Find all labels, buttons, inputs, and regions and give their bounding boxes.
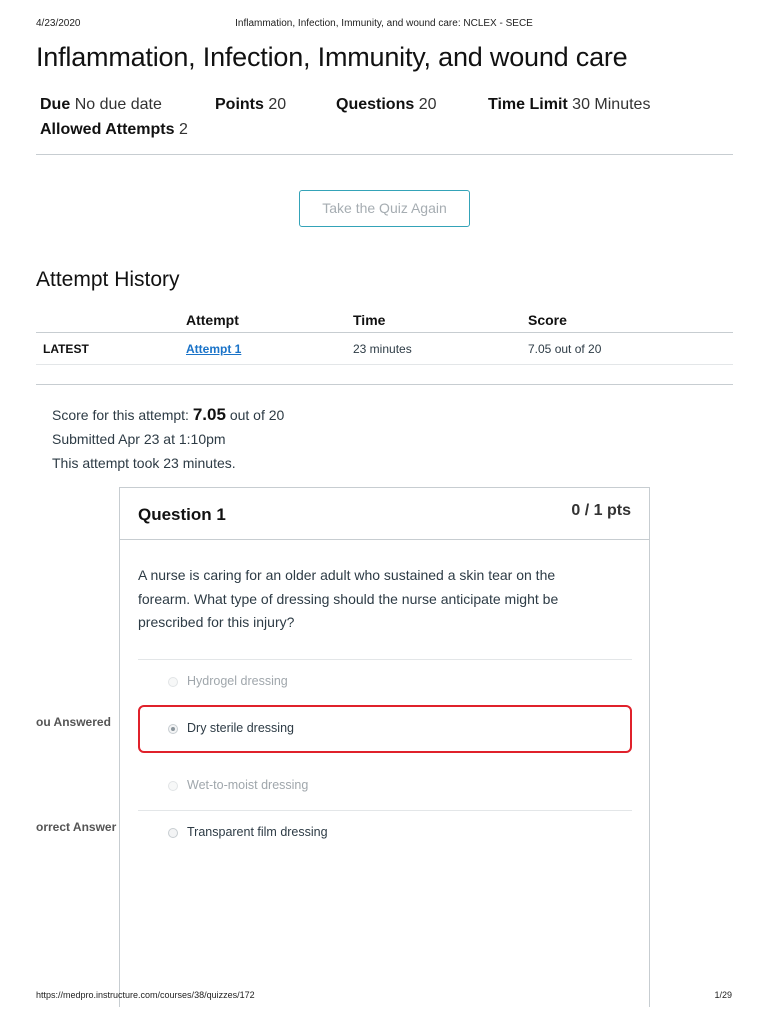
points-detail [215,96,286,114]
questions-detail [336,96,436,114]
attempts-value: 2 [178,121,188,138]
attempts-detail [40,121,188,139]
print-url: https://medpro.instructure.com/courses/38/quizzes/172 [36,990,255,1000]
score-prefix: Score for this attempt: [52,407,189,423]
radio-button [168,828,178,838]
answer-option-correct [138,810,632,854]
time-limit-value: 30 Minutes [572,96,651,113]
answer-text: Transparent film dressing [187,825,328,839]
attempt-score: 7.05 out of 20 [528,342,602,356]
due-label: Due [40,96,71,113]
answer-option [138,659,632,703]
answer-text: Hydrogel dressing [187,674,288,688]
points-label: Points [215,96,264,113]
print-date: 4/23/2020 [36,18,81,29]
correct-answer-label: orrect Answer [36,820,117,834]
attempt-history-title: Attempt History [36,268,180,291]
question-header [120,488,649,540]
page-number: 1/29 [714,990,732,1000]
you-answered-label: ou Answered [36,715,111,729]
points-value: 20 [268,96,287,113]
due-value: No due date [74,96,162,113]
column-header-score: Score [528,312,567,328]
answer-option [138,764,632,808]
score-suffix: out of 20 [229,407,285,423]
questions-label: Questions [336,96,415,113]
attempt-time: 23 minutes [353,342,412,356]
latest-tag: LATEST [43,342,89,356]
attempt-summary [52,403,284,475]
answer-text: Wet-to-moist dressing [187,778,309,792]
print-doc-title: Inflammation, Infection, Immunity, and wound care: NCLEX - SECE [235,18,533,29]
time-limit-detail [488,96,650,114]
column-header-attempt: Attempt [186,312,239,328]
questions-value: 20 [418,96,437,113]
attempts-label: Allowed Attempts [40,121,175,138]
score-line [52,403,284,427]
time-limit-label: Time Limit [488,96,568,113]
question-card [119,487,650,1007]
answer-text: Dry sterile dressing [187,721,294,735]
question-title: Question 1 [138,505,226,524]
attempt-1-link[interactable]: Attempt 1 [186,342,242,356]
history-divider [36,384,733,385]
submitted-line: Submitted Apr 23 at 1:10pm [52,431,226,447]
column-header-time: Time [353,312,386,328]
answer-option-selected [138,705,632,753]
question-text: A nurse is caring for an older adult who sustained a skin tear on the forearm. What type of dressing should the nurse anticipate might be prescribed for this injury? [138,567,559,630]
page-title: Inflammation, Infection, Immunity, and wound care [36,42,628,72]
print-header [36,18,732,32]
table-row [36,332,733,365]
radio-button [168,677,178,687]
question-points: 0 / 1 pts [571,502,631,519]
print-footer [36,990,732,1004]
score-value: 7.05 [192,405,226,424]
details-divider [36,154,733,155]
due-detail [40,96,162,114]
duration-line: This attempt took 23 minutes. [52,455,236,471]
take-quiz-again-button[interactable]: Take the Quiz Again [299,190,470,227]
radio-button-selected [168,724,178,734]
radio-button [168,781,178,791]
